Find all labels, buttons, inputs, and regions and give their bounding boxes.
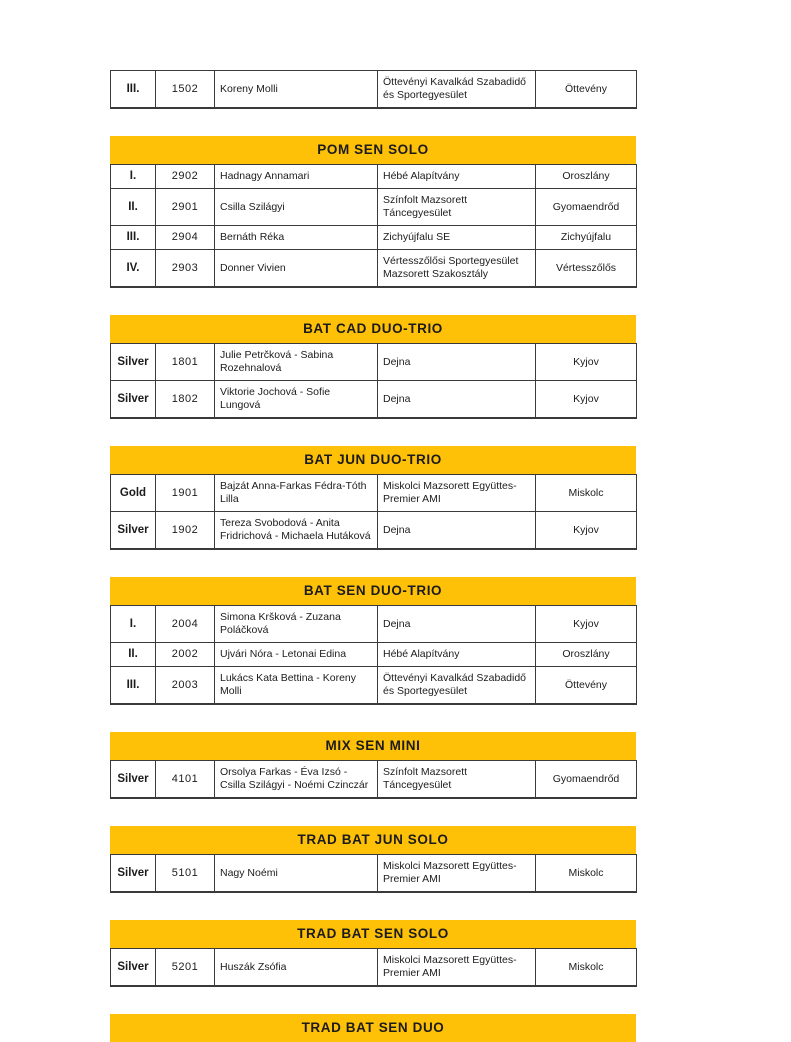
name-cell: Bajzát Anna-Farkas Fédra-Tóth Lilla [215,475,378,512]
club-cell: Hébé Alapítvány [378,643,536,667]
result-section [110,577,636,705]
table-row [111,606,637,643]
name-cell: Koreny Molli [215,71,378,109]
club-cell: Dejna [378,512,536,550]
result-section [110,70,636,109]
city-cell: Kyjov [536,381,637,419]
name-cell: Tereza Svobodová - Anita Fridrichová - Michaela Hutáková [215,512,378,550]
section-title: TRAD BAT SEN DUO [110,1014,636,1042]
result-section [110,1014,636,1042]
name-cell: Bernáth Réka [215,226,378,250]
results-table [110,70,637,109]
club-cell: Miskolci Mazsorett Együttes-Premier AMI [378,855,536,893]
section-title: TRAD BAT JUN SOLO [110,826,636,854]
city-cell: Miskolc [536,475,637,512]
city-cell: Kyjov [536,606,637,643]
city-cell: Öttevény [536,71,637,109]
name-cell: Csilla Szilágyi [215,189,378,226]
result-section [110,446,636,550]
name-cell: Julie Petrčková - Sabina Rozehnalová [215,344,378,381]
number-cell: 2003 [156,667,215,705]
table-row [111,643,637,667]
city-cell: Gyomaendrőd [536,761,637,799]
results-table-body [111,949,637,987]
results-table-body [111,761,637,799]
club-cell: Dejna [378,344,536,381]
city-cell: Gyomaendrőd [536,189,637,226]
rank-cell: II. [111,189,156,226]
number-cell: 1801 [156,344,215,381]
rank-cell: III. [111,667,156,705]
rank-cell: IV. [111,250,156,288]
club-cell: Színfolt Mazsorett Táncegyesület [378,761,536,799]
result-section [110,920,636,987]
number-cell: 4101 [156,761,215,799]
results-table-body [111,475,637,550]
rank-cell: II. [111,643,156,667]
club-cell: Miskolci Mazsorett Együttes-Premier AMI [378,949,536,987]
club-cell: Öttevényi Kavalkád Szabadidő és Sportegyesület [378,71,536,109]
results-table-body [111,855,637,893]
number-cell: 2004 [156,606,215,643]
club-cell: Dejna [378,381,536,419]
rank-cell: I. [111,606,156,643]
result-section [110,732,636,799]
section-title: TRAD BAT SEN SOLO [110,920,636,948]
table-row [111,189,637,226]
results-sections [110,70,636,1042]
rank-cell: Silver [111,949,156,987]
name-cell: Viktorie Jochová - Sofie Lungová [215,381,378,419]
results-table [110,605,637,705]
section-title: BAT CAD DUO-TRIO [110,315,636,343]
city-cell: Kyjov [536,512,637,550]
city-cell: Miskolc [536,949,637,987]
name-cell: Simona Kršková - Zuzana Poláčková [215,606,378,643]
table-row [111,855,637,893]
table-row [111,226,637,250]
results-table-body [111,606,637,705]
rank-cell: III. [111,71,156,109]
results-table [110,760,637,799]
table-row [111,475,637,512]
club-cell: Miskolci Mazsorett Együttes-Premier AMI [378,475,536,512]
result-section [110,315,636,419]
number-cell: 1502 [156,71,215,109]
city-cell: Miskolc [536,855,637,893]
name-cell: Huszák Zsófia [215,949,378,987]
club-cell: Hébé Alapítvány [378,165,536,189]
number-cell: 5101 [156,855,215,893]
table-row [111,512,637,550]
city-cell: Kyjov [536,344,637,381]
section-title: BAT SEN DUO-TRIO [110,577,636,605]
section-title: MIX SEN MINI [110,732,636,760]
results-table-body [111,71,637,109]
results-table [110,343,637,419]
name-cell: Ujvári Nóra - Letonai Edina [215,643,378,667]
table-row [111,667,637,705]
number-cell: 2901 [156,189,215,226]
rank-cell: I. [111,165,156,189]
number-cell: 2904 [156,226,215,250]
rank-cell: Silver [111,761,156,799]
results-table [110,474,637,550]
table-row [111,381,637,419]
results-table [110,948,637,987]
table-row [111,344,637,381]
club-cell: Dejna [378,606,536,643]
club-cell: Vértesszőlősi Sportegyesület Mazsorett Szakosztály [378,250,536,288]
name-cell: Hadnagy Annamari [215,165,378,189]
results-table [110,854,637,893]
results-table [110,164,637,288]
city-cell: Öttevény [536,667,637,705]
section-title: POM SEN SOLO [110,136,636,164]
club-cell: Színfolt Mazsorett Táncegyesület [378,189,536,226]
result-section [110,826,636,893]
number-cell: 2902 [156,165,215,189]
result-section [110,136,636,288]
name-cell: Donner Vivien [215,250,378,288]
rank-cell: Silver [111,512,156,550]
number-cell: 1802 [156,381,215,419]
rank-cell: Silver [111,855,156,893]
section-title: BAT JUN DUO-TRIO [110,446,636,474]
number-cell: 5201 [156,949,215,987]
number-cell: 2002 [156,643,215,667]
city-cell: Vértesszőlős [536,250,637,288]
name-cell: Orsolya Farkas - Éva Izsó - Csilla Szilágyi - Noémi Czinczár [215,761,378,799]
table-row [111,165,637,189]
number-cell: 1902 [156,512,215,550]
city-cell: Zichyújfalu [536,226,637,250]
table-row [111,250,637,288]
number-cell: 1901 [156,475,215,512]
club-cell: Zichyújfalu SE [378,226,536,250]
rank-cell: Silver [111,344,156,381]
table-row [111,949,637,987]
results-table-body [111,165,637,288]
rank-cell: Silver [111,381,156,419]
rank-cell: Gold [111,475,156,512]
name-cell: Lukács Kata Bettina - Koreny Molli [215,667,378,705]
city-cell: Oroszlány [536,643,637,667]
table-row [111,71,637,109]
club-cell: Öttevényi Kavalkád Szabadidő és Sportegyesület [378,667,536,705]
table-row [111,761,637,799]
rank-cell: III. [111,226,156,250]
results-table-body [111,344,637,419]
number-cell: 2903 [156,250,215,288]
name-cell: Nagy Noémi [215,855,378,893]
city-cell: Oroszlány [536,165,637,189]
